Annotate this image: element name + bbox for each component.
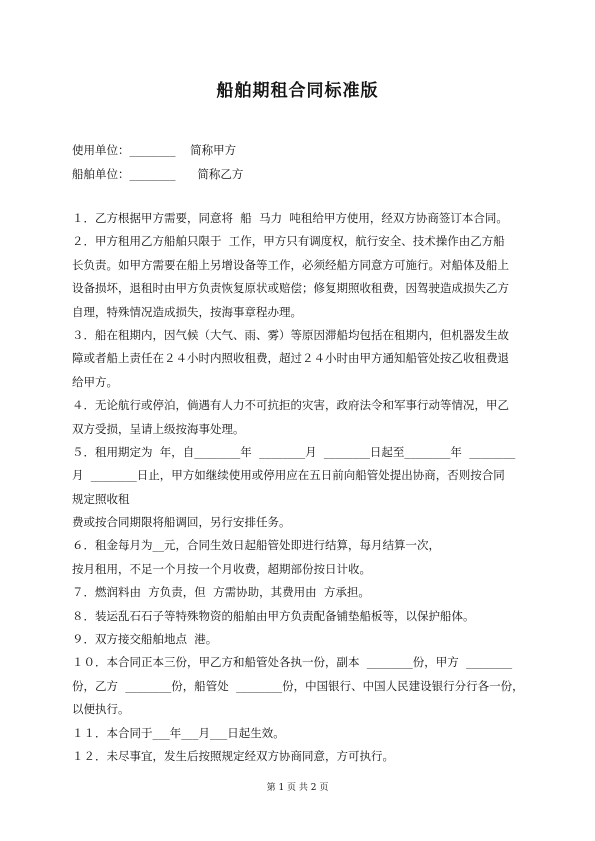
clause-line: １２．未尽事宜，发生后按照规定经双方协商同意，方可执行。 [72, 748, 394, 763]
clause-line: ６．租金每月为__元，合同生效日起船管处即进行结算，每月结算一次， [72, 538, 440, 553]
clause-line: 双方受损，呈请上级按海事处理。 [72, 421, 245, 436]
clause-line: ８．装运乱石石子等特殊物资的船舶由甲方负责配备铺垫船板等，以保护船体。 [72, 608, 475, 623]
clause-line: 按月租用，不足一个月按一个月收费，超期部份按日计收。 [72, 561, 371, 576]
clause-line: 自理，特殊情况造成损失，按海事章程办理。 [72, 304, 302, 319]
clause-line: 设备损坏，退租时由甲方负责恢复原状或赔偿；修复期照收租费，因驾驶造成损失乙方 [72, 281, 509, 296]
clause-line: ９．双方接交船舶地点 港。 [72, 632, 218, 647]
party-ship-unit: 船舶单位：________ 简称乙方 [72, 167, 244, 181]
clause-line: ３．船在租期内，因气候（大气、雨、雾）等原因滞船均包括在租期内，但机器发生故 [72, 327, 509, 342]
clause-line: 费或按合同期限将船调回，另行安排任务。 [72, 515, 291, 530]
contract-body [72, 207, 527, 768]
clause-line: 规定照收租 [72, 491, 130, 506]
clause-line: １０．本合同正本三份，甲乙方和船管处各执一份，副本 ________份，甲方 ________ [72, 655, 513, 670]
clause-line: 给甲方。 [72, 374, 118, 389]
document-title: 船舶期租合同标准版 [216, 81, 379, 101]
clause-line: ７．燃润料由 方负责，但 方需协助，其费用由 方承担。 [72, 585, 370, 600]
page-number: 第 1 页 共 2 页 [266, 783, 329, 793]
clause-line: １．乙方根据甲方需要，同意将 船 马力 吨租给甲方使用，经双方协商签订本合同。 [72, 211, 508, 225]
clause-line: 长负责。如甲方需要在船上另增设备等工作，必须经船方同意方可施行。对船体及船上 [72, 257, 509, 272]
clause-line: 障或者船上责任在２４小时内照收租费，超过２４小时由甲方通知船管处按乙收租费退 [72, 351, 509, 366]
clause-line: 以便执行。 [72, 702, 130, 717]
party-user-unit: 使用单位：________ 简称甲方 [72, 143, 237, 157]
clause-line: ２．甲方租用乙方船舶只限于 工作，甲方只有调度权，航行安全、技术操作由乙方船 [72, 234, 505, 249]
clause-line: 月 ________日止，甲方如继续使用或停用应在五日前向船管处提出协商，否则按合同 [72, 468, 505, 483]
clause-line: ４．无论航行或停泊，倘遇有人力不可抗拒的灾害，政府法令和军事行动等情况，甲乙 [72, 398, 509, 413]
clause-line: 份，乙方 ________份，船管处 ________份，中国银行、中国人民建设银行分行各一份， [72, 678, 524, 693]
clause-line: １１．本合同于___年___月___日起生效。 [72, 725, 285, 740]
clause-line: ５．租用期定为 年，自________年 ________月 ________日起至________年 ________ [72, 444, 516, 459]
